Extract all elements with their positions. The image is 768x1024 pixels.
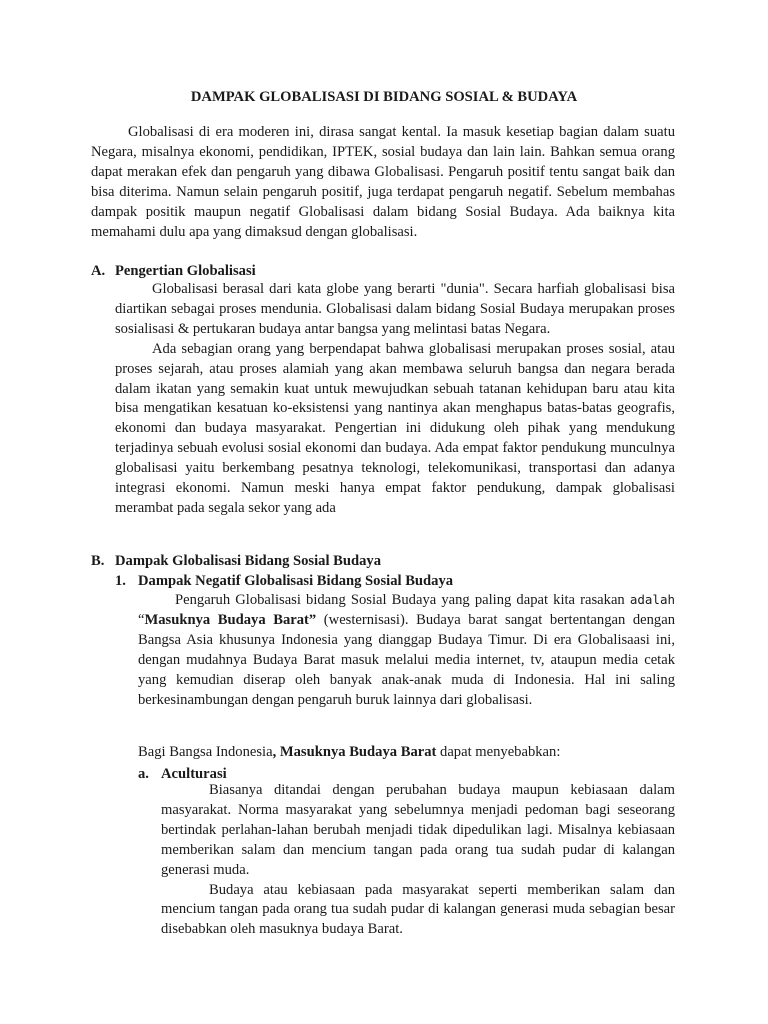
sub1-p2-text2: dapat menyebabkan:	[436, 744, 561, 760]
item-a-marker: a.	[138, 766, 149, 782]
sub1-p1-text3: (westernisasi). Budaya barat sangat bertentangan dengan Bangsa Asia khusunya Indonesia yang dianggap Budaya Timur. Di era Globalisaasi ini, dengan mudahnya Budaya Barat masuk melalui media internet, tv, ataupun media cetak yang kemudian diserap oleh banyak anak-anak muda di Indonesia. Hal ini saling berkesinambungan dengan pengaruh buruk lainnya dari globalisasi.	[138, 611, 676, 708]
item-a-body	[161, 781, 675, 940]
subsection-1-heading: Dampak Negatif Globalisasi Bidang Sosial Budaya	[138, 573, 454, 589]
subsection-1-marker: 1.	[115, 573, 126, 589]
sub1-p1-text1: Pengaruh Globalisasi bidang Sosial Budaya yang paling dapat kita rasakan	[175, 592, 625, 608]
section-a-heading: Pengertian Globalisasi	[115, 263, 256, 279]
intro-paragraph	[91, 123, 675, 242]
intro-text: Globalisasi di era moderen ini, dirasa sangat kental. Ia masuk kesetiap bagian dalam suatu Negara, misalnya ekonomi, pendidikan, IPTEK, sosial budaya dan lain lain. Bahkan semua orang dapat merakan efek dan pengaruh yang dibawa Globalisasi. Pengaruh positif tentu sangat baik dan bisa diterima. Namun selain pengaruh positif, juga terdapat pengaruh negatif. Sebelum membahas dampak positik maupun negatif Globalisasi dalam bidang Sosial Budaya. Ada baiknya kita memahami dulu apa yang dimaksud dengan globalisasi.	[91, 124, 675, 240]
sub1-p1-word: adalah	[629, 592, 675, 607]
subsection-1-para1	[138, 590, 675, 710]
section-b-heading: Dampak Globalisasi Bidang Sosial Budaya	[115, 553, 382, 569]
section-a-body	[115, 280, 675, 519]
subsection-1-para2	[138, 742, 560, 762]
sub1-p2-text1: Bagi Bangsa Indonesia	[138, 744, 273, 760]
section-a-para2: Ada sebagian orang yang berpendapat bahwa globalisasi merupakan proses sosial, atau proses sejarah, atau proses alamiah yang akan membawa seluruh bangsa dan negara berada dalam ikatan yang semakin kuat untuk mewujudkan sebuah tatanan kehidupan baru atau kita bisa mengatikan kesatuan ko-eksistensi yang nantinya akan menghapus batas-batas geografis, ekonomi dan budaya masyarakat. Pengertian ini didukung oleh pihak yang mendukung terjadinya sebuah evolusi sosial ekonomi dan budaya. Ada empat faktor pendukung munculnya globalisasi yaitu berkembang pesatnya teknologi, telekomunikasi, transportasi dan adanya integrasi ekonomi. Namun meski hanya empat faktor pendukung, dampak globalisasi merambat pada segala sekor yang ada	[115, 340, 675, 516]
sub1-p1-text2: “	[138, 611, 145, 628]
section-a-marker: A.	[91, 263, 106, 279]
sub1-p2-bold: , Masuknya Budaya Barat	[272, 744, 437, 760]
section-b-marker: B.	[91, 553, 105, 569]
item-a-heading: Aculturasi	[161, 766, 227, 782]
section-a-para1: Globalisasi berasal dari kata globe yang berarti "dunia". Secara harfiah globalisasi bisa diartikan sebagai proses mendunia. Globalisasi dalam bidang Sosial Budaya merupakan proses sosialisasi & pertukaran budaya antar bangsa yang melintasi batas Negara.	[115, 281, 675, 337]
sub1-p1-bold: Masuknya Budaya Barat”	[144, 611, 317, 628]
item-a-para2: Budaya atau kebiasaan pada masyarakat seperti memberikan salam dan mencium tangan pada orang tua sudah pudar di kalangan generasi muda sebagian besar disebabkan oleh masuknya budaya Barat.	[161, 881, 675, 938]
item-a-para1: Biasanya ditandai dengan perubahan budaya maupun kebiasaan dalam masyarakat. Norma masyarakat yang sebelumnya menjadi pedoman bagi seseorang bertindak perlahan-lahan berubah menjadi tidak dipedulikan lagi. Misalnya kebiasaan memberikan salam dan mencium tangan pada orang tua sudah pudar di kalangan generasi muda.	[161, 782, 675, 878]
document-title: DAMPAK GLOBALISASI DI BIDANG SOSIAL & BUDAYA	[190, 89, 578, 105]
